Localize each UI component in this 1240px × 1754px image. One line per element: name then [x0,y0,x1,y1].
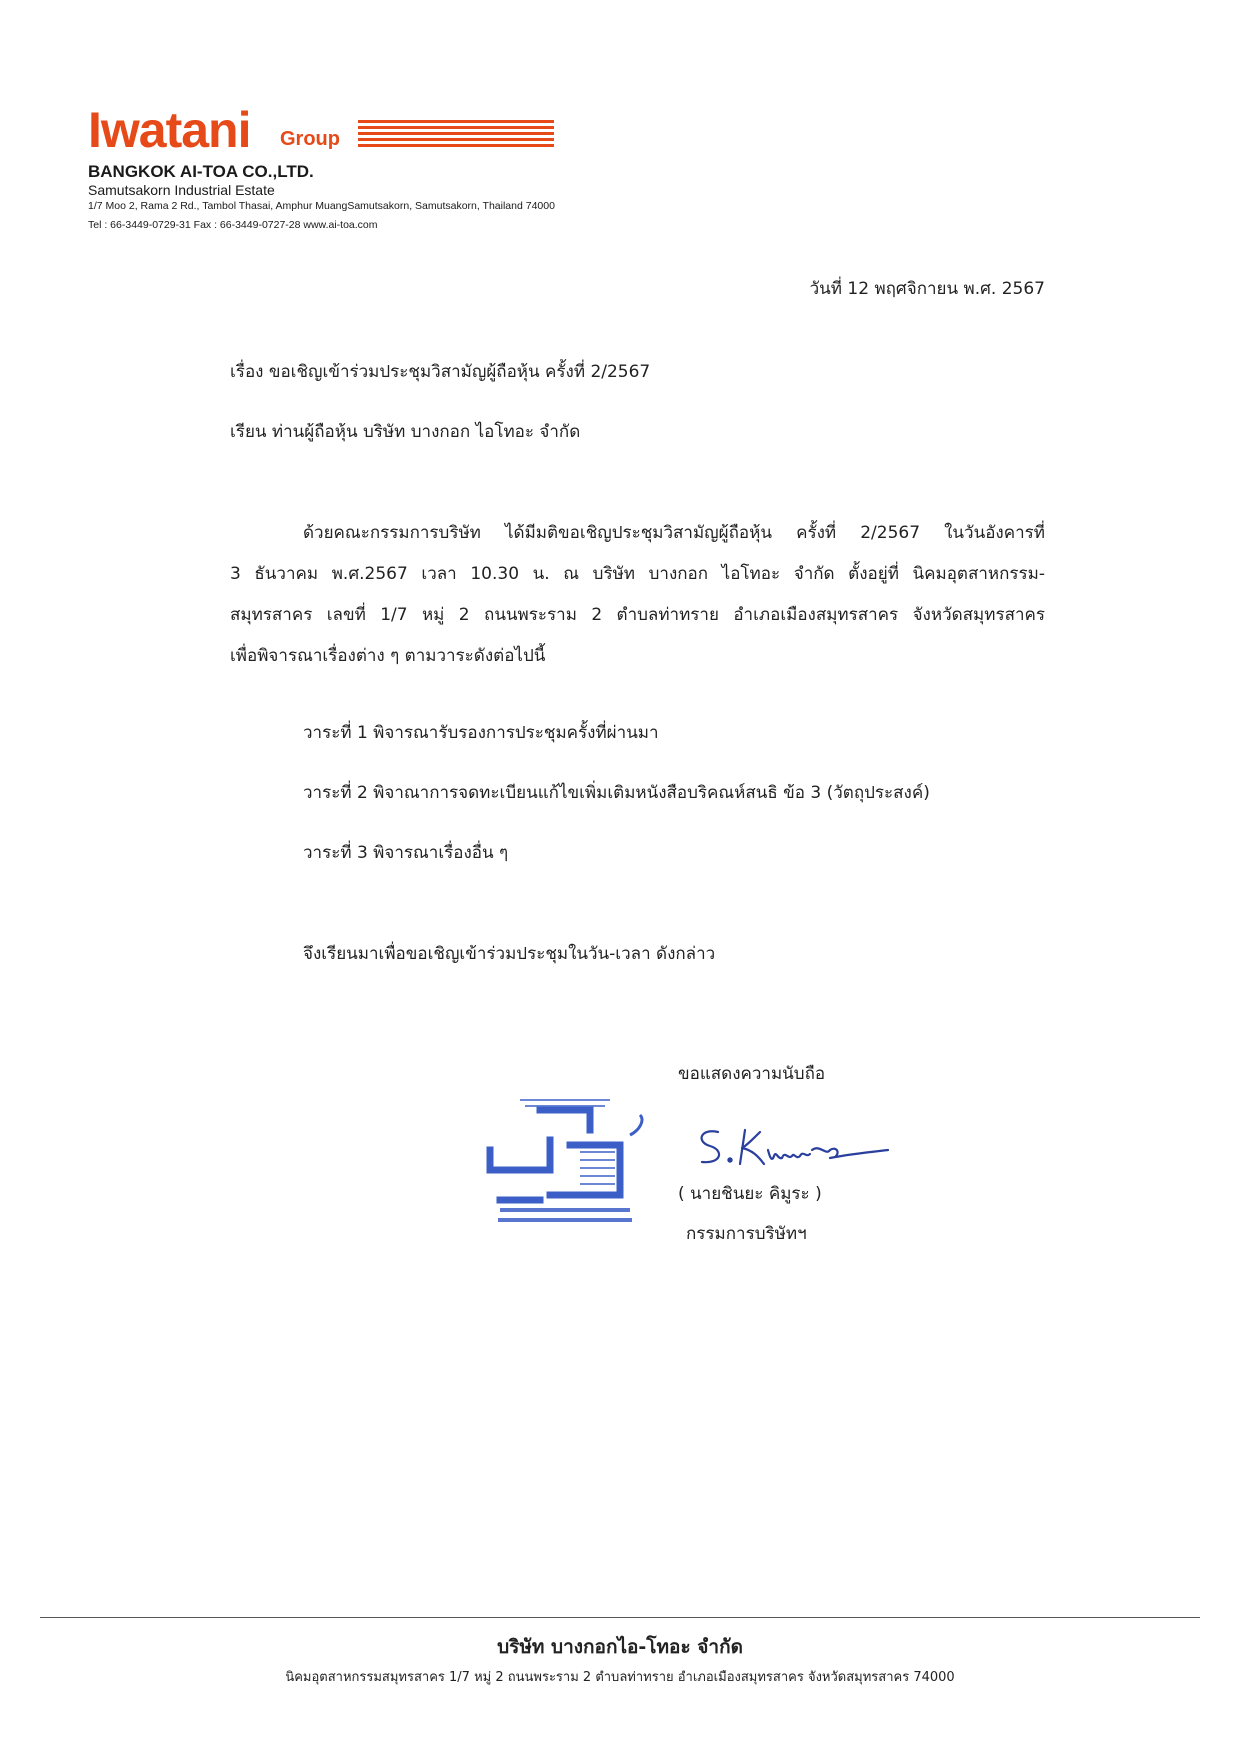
paragraph-line: สมุทรสาคร เลขที่ 1/7 หมู่ 2 ถนนพระราม 2 ตำบลท่าทราย อำเภอเมืองสมุทรสาคร จังหวัดสมุทรสาคร [230,605,1045,625]
agenda-item: วาระที่ 1 พิจารณารับรองการประชุมครั้งที่ผ่านมา [303,723,659,743]
footer-address: นิคมอุตสาหกรรมสมุทรสาคร 1/7 หมู่ 2 ถนนพระราม 2 ตำบลท่าทราย อำเภอเมืองสมุทรสาคร จังหวัดสมุทรสาคร 74000 [285,1670,955,1685]
letter-salutation: เรียน ท่านผู้ถือหุ้น บริษัท บางกอก ไอโทอะ จำกัด [230,422,581,442]
signer-name: ( นายชินยะ คิมูระ ) [678,1184,822,1204]
letter-date: วันที่ 12 พฤศจิกายน พ.ศ. 2567 [809,279,1045,299]
footer-divider [40,1617,1200,1618]
paragraph-line: 3 ธันวาคม พ.ศ.2567 เวลา 10.30 น. ณ บริษัท บางกอก ไอโทอะ จำกัด ตั้งอยู่ที่ นิคมอุตสาหกรรม- [230,564,1045,584]
agenda-list [303,718,930,898]
logo-group-text: Group [280,128,340,150]
letter-regards: ขอแสดงความนับถือ [678,1064,826,1084]
logo-stripes [358,120,554,154]
logo-wordmark: Iwatani [88,102,251,158]
company-estate: Samutsakorn Industrial Estate [88,182,275,198]
company-stamp [480,1090,650,1230]
paragraph-line: เพื่อพิจารณาเรื่องต่าง ๆ ตามวาระดังต่อไปนี้ [230,646,546,666]
company-contact: Tel : 66-3449-0729-31 Fax : 66-3449-0727-28 www.ai-toa.com [88,219,378,231]
paragraph-line: ด้วยคณะกรรมการบริษัท ได้มีมติขอเชิญประชุมวิสามัญผู้ถือหุ้น ครั้งที่ 2/2567 ในวันอังคารที่ [303,523,1045,543]
letter-subject: เรื่อง ขอเชิญเข้าร่วมประชุมวิสามัญผู้ถือหุ้น ครั้งที่ 2/2567 [230,362,651,382]
agenda-item: วาระที่ 2 พิจาณาการจดทะเบียนแก้ไขเพิ่มเติมหนังสือบริคณห์สนธิ ข้อ 3 (วัตถุประสงค์) [303,783,930,803]
letter-closing: จึงเรียนมาเพื่อขอเชิญเข้าร่วมประชุมในวัน-เวลา ดังกล่าว [303,944,716,964]
company-logo [88,102,468,158]
signature-mark [690,1120,890,1175]
agenda-item: วาระที่ 3 พิจารณาเรื่องอื่น ๆ [303,843,509,863]
company-address: 1/7 Moo 2, Rama 2 Rd., Tambol Thasai, Amphur MuangSamutsakorn, Samutsakorn, Thailand 74000 [88,200,555,212]
signer-position: กรรมการบริษัทฯ [686,1224,807,1244]
letter-paragraph [230,513,1045,677]
footer-company: บริษัท บางกอกไอ-โทอะ จำกัด [497,1636,743,1658]
company-name: BANGKOK AI-TOA CO.,LTD. [88,162,314,181]
